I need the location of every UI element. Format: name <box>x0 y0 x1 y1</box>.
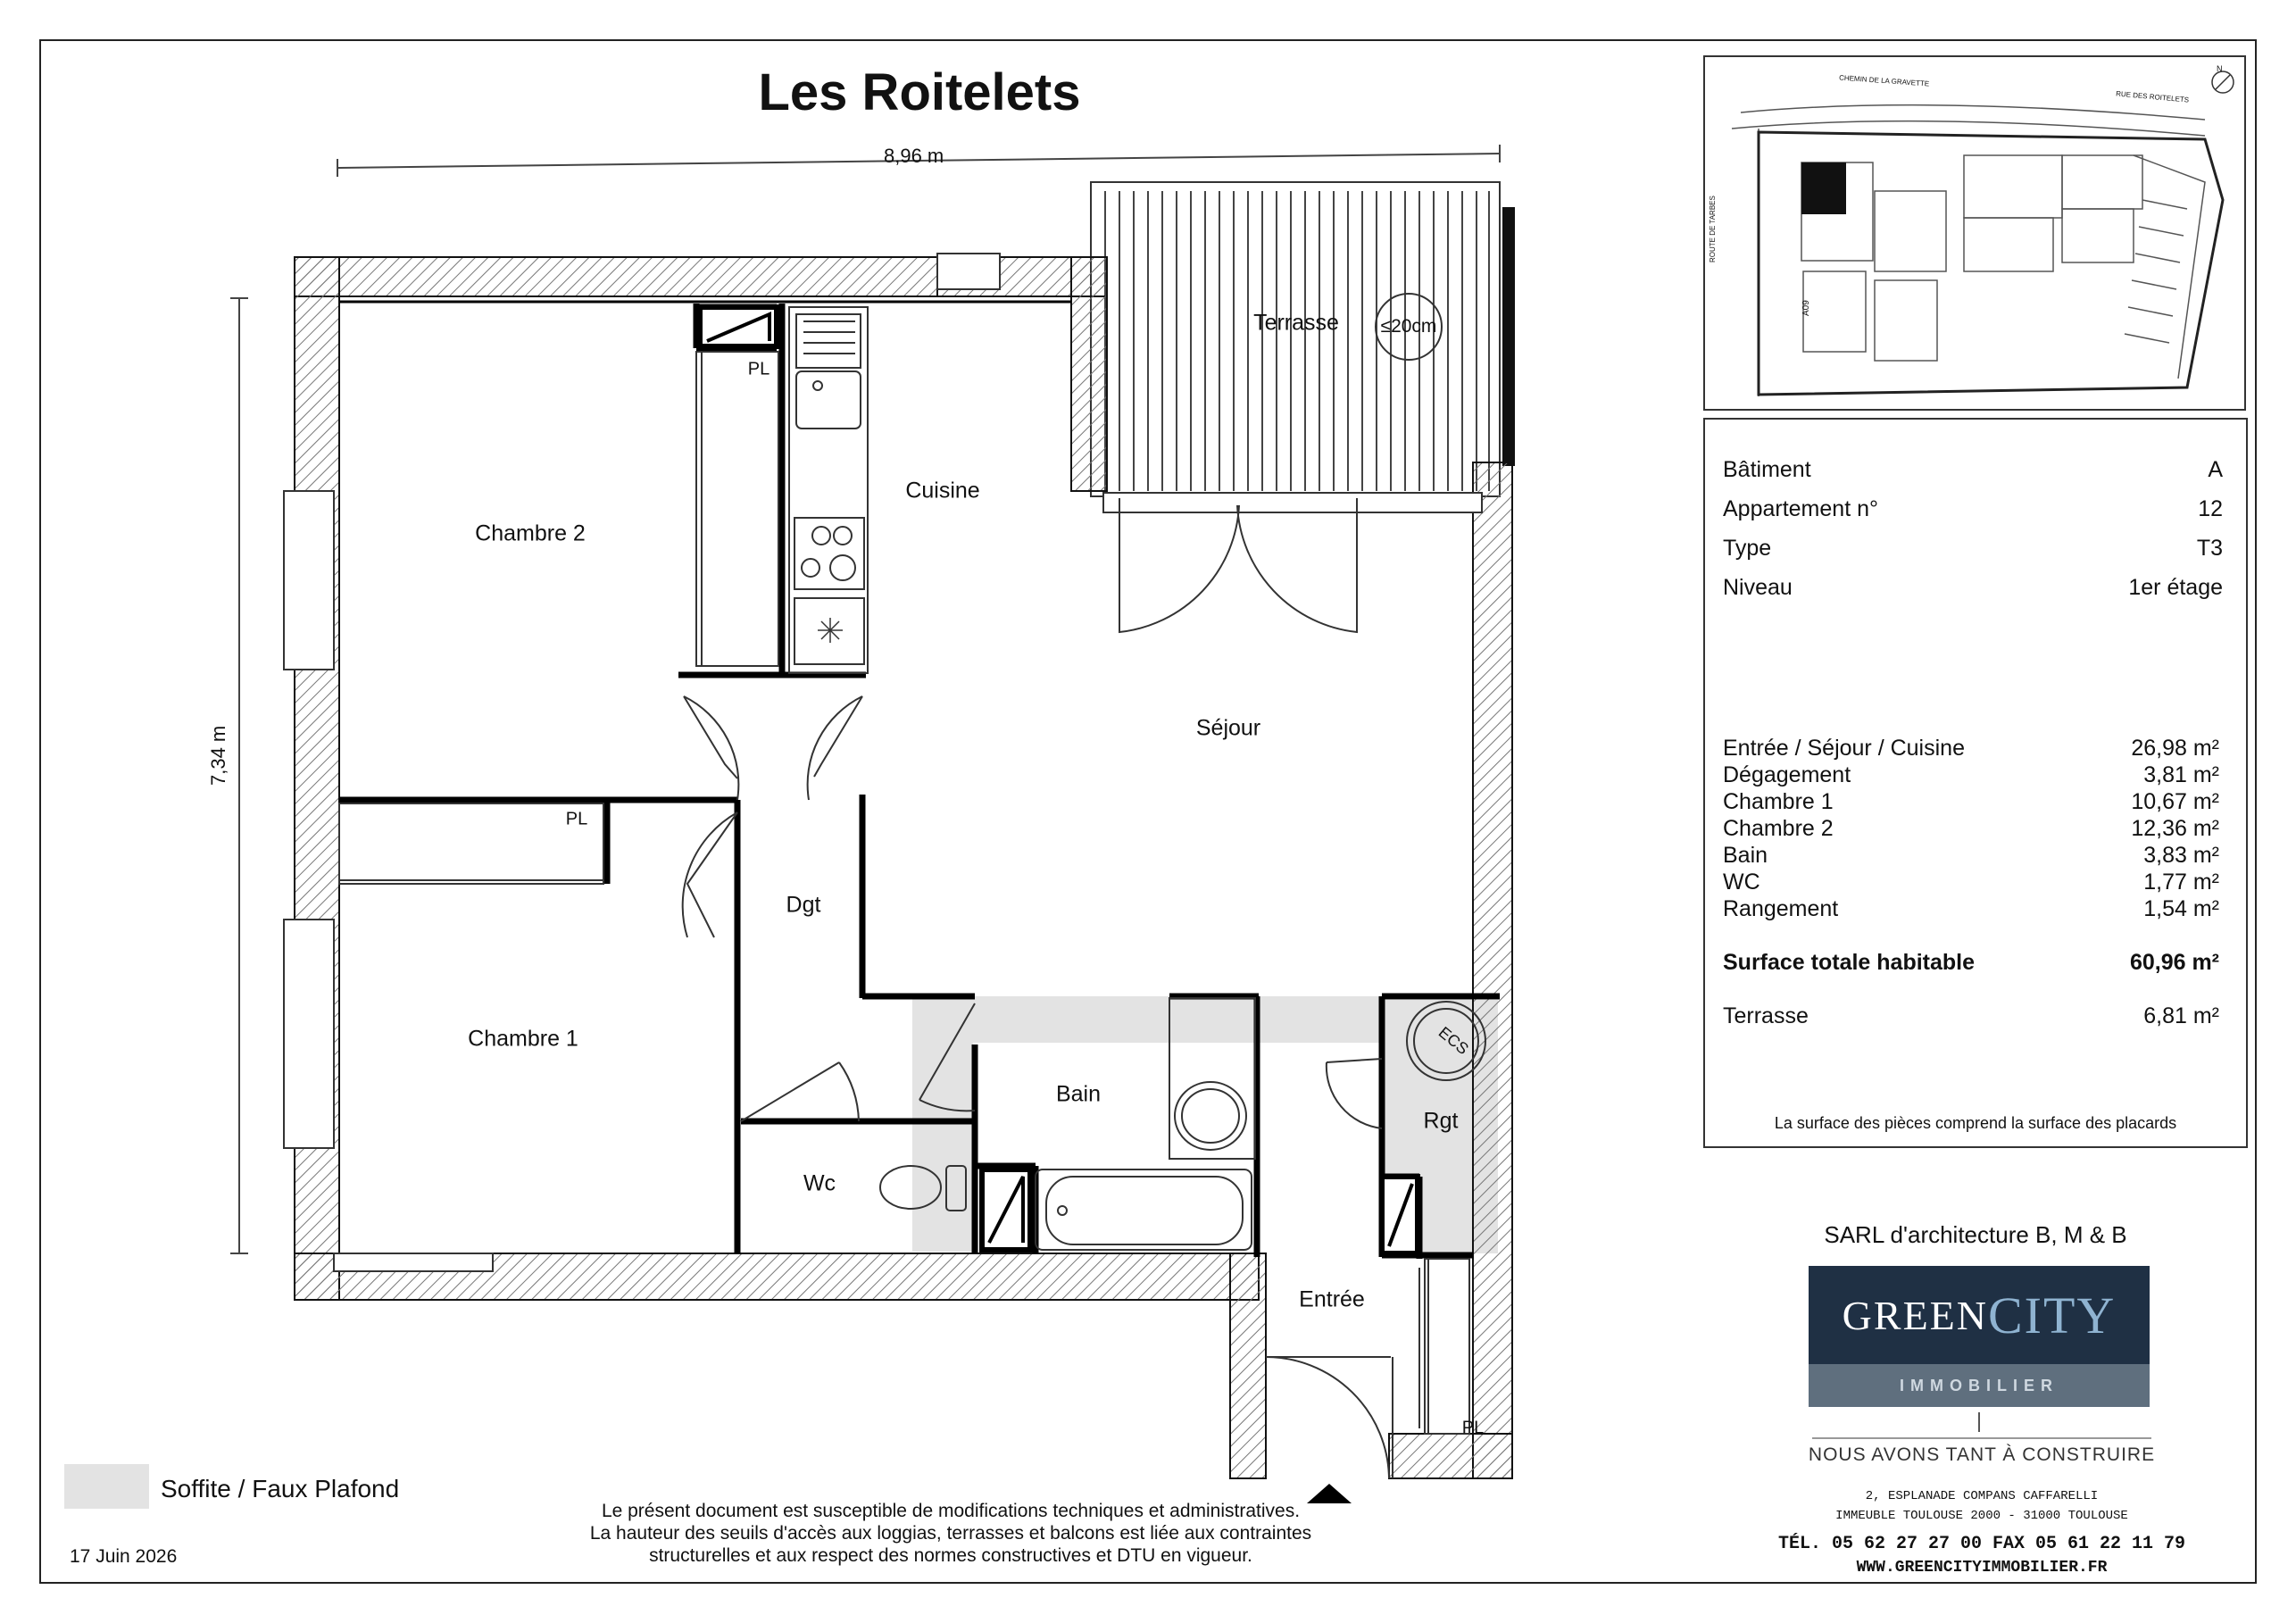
placard-label: PL <box>565 809 588 829</box>
greencity-logo: GREEN CITY IMMOBILIER <box>1809 1266 2150 1407</box>
room-label-rgt: Rgt <box>1423 1108 1459 1134</box>
logo-divider <box>1978 1412 1980 1432</box>
plan-date: 17 Juin 2026 <box>70 1546 178 1567</box>
site-plan-drawing <box>1705 57 2244 409</box>
site-street-label: RUE DES ROITELETS <box>2115 89 2190 104</box>
plan-title: Les Roitelets <box>758 63 1081 121</box>
room-label-terrasse: Terrasse <box>1253 310 1339 336</box>
surface-note: La surface des pièces comprend la surface des placards <box>1774 1114 2177 1132</box>
phone-line: TÉL. 05 62 27 27 00 FAX 05 61 22 11 79 <box>1777 1534 2186 1554</box>
info-table <box>1703 418 2248 1148</box>
room-label-chambre2: Chambre 2 <box>475 520 586 546</box>
room-label-ecs: ECS <box>1435 1023 1472 1059</box>
address-line: 2, ESPLANADE COMPANS CAFFARELLI <box>1865 1489 2099 1503</box>
width-dimension: 8,96 m <box>884 145 944 167</box>
info-row-appartement: Appartement n° 12 <box>1723 496 2223 521</box>
area-row: Rangement 1,54 m² <box>1723 896 2219 921</box>
total-area-row: Surface totale habitable 60,96 m² <box>1723 950 2219 975</box>
address-line: IMMEUBLE TOULOUSE 2000 - 31000 TOULOUSE <box>1835 1509 2128 1523</box>
disclaimer: Le présent document est susceptible de modifications techniques et administratives. La hauteur des seuils d'accès aux loggias, terrasses et balcons est liée aux contraintes structurelles et aux respect des normes constructives et DTU en vigueur. <box>589 1501 1312 1566</box>
site-building-label: A09 <box>1801 300 1811 316</box>
room-label-bain: Bain <box>1055 1081 1102 1107</box>
terrace-deck <box>1091 182 1515 496</box>
site-plan <box>1703 55 2246 411</box>
website-line[interactable]: WWW.GREENCITYIMMOBILIER.FR <box>1856 1559 2108 1577</box>
room-label-wc: Wc <box>803 1170 836 1196</box>
info-row-type: Type T3 <box>1723 536 2223 561</box>
area-row: Dégagement 3,81 m² <box>1723 762 2219 787</box>
room-label-sejour: Séjour <box>1195 715 1261 741</box>
area-row: Bain 3,83 m² <box>1723 843 2219 868</box>
room-label-chambre1: Chambre 1 <box>468 1026 578 1052</box>
room-label-cuisine: Cuisine <box>905 478 980 504</box>
logo-rule <box>1812 1437 2151 1439</box>
tagline: NOUS AVONS TANT À CONSTRUIRE <box>1808 1444 2156 1465</box>
info-row-batiment: Bâtiment A <box>1723 457 2223 482</box>
architect-name: SARL d'architecture B, M & B <box>1824 1221 2127 1248</box>
area-row: Chambre 1 10,67 m² <box>1723 789 2219 814</box>
threshold-note: ≤20cm <box>1375 293 1443 361</box>
placard-label: PL <box>747 359 770 379</box>
soffit-legend-label: Soffite / Faux Plafond <box>161 1475 400 1502</box>
info-row-niveau: Niveau 1er étage <box>1723 575 2223 600</box>
placard-label: PL <box>1461 1418 1485 1438</box>
room-label-dgt: Dgt <box>786 892 821 918</box>
soffit-legend-swatch <box>64 1464 149 1509</box>
area-row: Entrée / Séjour / Cuisine 26,98 m² <box>1723 736 2219 761</box>
site-street-label: ROUTE DE TARBES <box>1709 196 1717 262</box>
kitchen-fixtures <box>789 307 868 673</box>
door-swings <box>683 498 1419 1478</box>
area-row: Chambre 2 12,36 m² <box>1723 816 2219 841</box>
room-label-entree: Entrée <box>1299 1286 1365 1312</box>
site-street-label: CHEMIN DE LA GRAVETTE <box>1838 73 1930 88</box>
north-arrow-icon: N <box>2217 64 2223 73</box>
area-row: WC 1,77 m² <box>1723 870 2219 895</box>
height-dimension: 7,34 m <box>207 725 229 786</box>
terrasse-area-row: Terrasse 6,81 m² <box>1723 1003 2219 1028</box>
